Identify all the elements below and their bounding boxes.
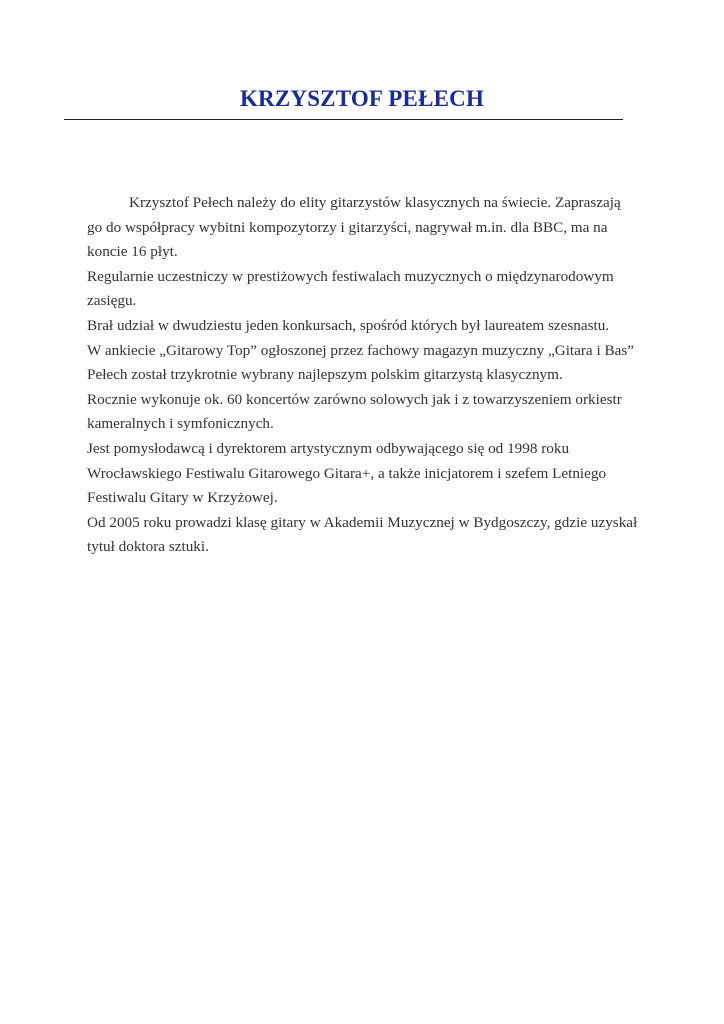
paragraph-concerts: Rocznie wykonuje ok. 60 koncertów zarówno solowych jak i z towarzyszeniem orkiestr kameralnych i symfonicznych. <box>87 390 622 433</box>
paragraph-academy: Od 2005 roku prowadzi klasę gitary w Akademii Muzycznej w Bydgoszczy, gdzie uzyskał tytuł doktora sztuki. <box>87 513 638 556</box>
title-underline <box>64 119 623 120</box>
document-title: KRZYSZTOF PEŁECH <box>239 86 485 111</box>
biography-text <box>87 191 639 560</box>
paragraph-festival-director: Jest pomysłodawcą i dyrektorem artystycznym odbywającego się od 1998 roku Wrocławskiego Festiwalu Gitarowego Gitara+, a także inicjatorem i szefem Letniego Festiwalu Gitary w Krzyżowej. <box>87 439 607 507</box>
paragraph-competitions: Brał udział w dwudziestu jeden konkursach, spośród których był laureatem szesnastu. <box>87 316 610 334</box>
paragraph-festivals: Regularnie uczestniczy w prestiżowych festiwalach muzycznych o międzynarodowym zasięgu. <box>87 267 614 310</box>
paragraph-survey: W ankiecie „Gitarowy Top” ogłoszonej przez fachowy magazyn muzyczny „Gitara i Bas” Pełech został trzykrotnie wybrany najlepszym polskim gitarzystą klasycznym. <box>87 341 635 384</box>
paragraph-intro: Krzysztof Pełech należy do elity gitarzystów klasycznych na świecie. Zapraszają go do współpracy wybitni kompozytorzy i gitarzyści, nagrywał m.in. dla BBC, ma na koncie 16 płyt. <box>87 194 621 261</box>
